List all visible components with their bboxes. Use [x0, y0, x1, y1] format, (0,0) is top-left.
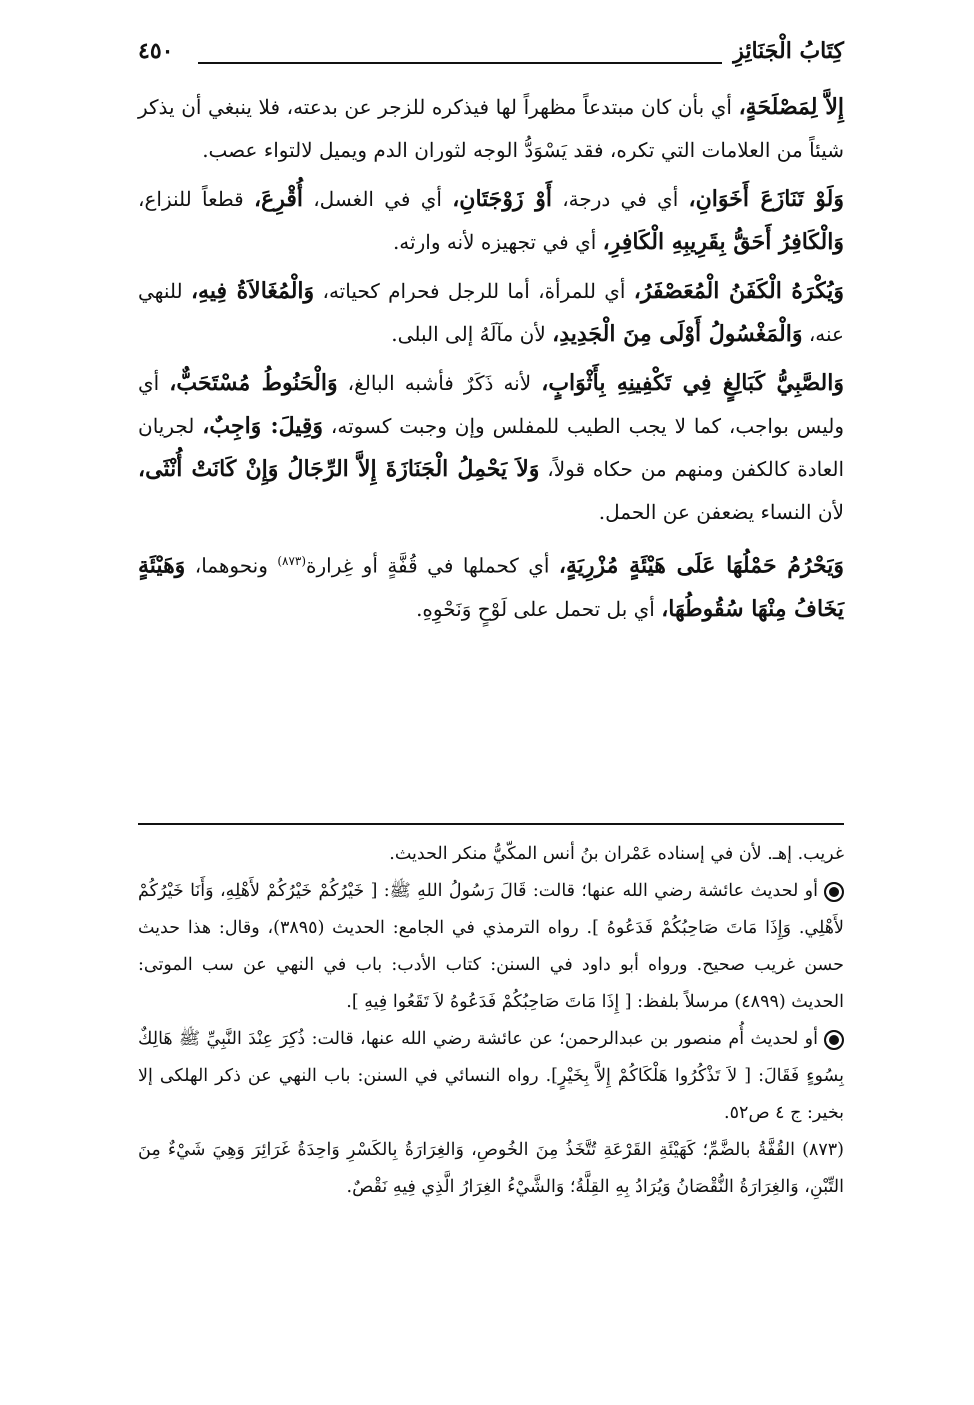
matn-text: وَلَوْ تَنَازَعَ أَخَوَانِ، [688, 186, 844, 212]
footnote [138, 873, 844, 1021]
footnote-text: أو لحديث عائشة رضي الله عنها؛ قالت: قَالَ رَسُولُ اللهِ ﷺ: [ خَيْرُكُمْ خَيْرُكُمْ لأَهْلِهِ، وَأَنَا خَيْرُكُمْ لأَهْلِي. وَإِذَا مَاتَ صَاحِبُكُمْ فَدَعُوهُ ]. رواه الترمذي في الجامع: الحديث (٣٨٩٥)، وقال: هذا حديث حسن غريب صحيح. ورواه أبو داود في السنن: كتاب الأدب: باب في النهي عن سب الموتى: الحديث (٤٨٩٩) مرسلاً بلفظ: [ إِذَا مَاتَ صَاحِبُكُمْ فَدَعُوهُ لاَ تَقَعُوا فِيهِ ]. [138, 881, 844, 1012]
commentary-text: أي في درجة، [551, 187, 689, 211]
commentary-text: للنهي عنه، [138, 279, 844, 346]
chapter-title: كِتَابُ الْجَنَائِزِ [733, 38, 844, 64]
paragraph [138, 270, 844, 356]
bullet-icon [824, 1030, 844, 1050]
matn-text: وَالْمُغَالاَةُ فِيهِ، [190, 278, 315, 304]
footnote-reference[interactable]: (٨٧٣) [277, 554, 307, 568]
commentary-text: أي بأن كان مبتدعاً مظهراً لها فيذكره للزجر عن بدعته، فلا ينبغي أن يذكر شيئاً من العلامات التي تكره، فقد يَسْوَدُّ الوجه لثوران الدم ويميل لالتواء عصب. [138, 95, 844, 162]
footnotes [138, 836, 844, 1206]
matn-text: وَالْكَافِرُ أَحَقُّ بِقَرِيبِهِ الْكَافِرِ، [602, 229, 844, 255]
commentary-text: أي في تجهيزه لأنه وارثه. [392, 230, 603, 254]
matn-text: وَلاَ يَحْمِلُ الْجَنَازَةَ إِلاَّ الرِّجَالُ وَإِنْ كَانَتْ أُنْثَى، [138, 456, 540, 482]
footnote [138, 836, 844, 873]
commentary-text: أي في الغسل، [302, 187, 453, 211]
matn-text: وَقِيلَ: وَاجِبٌ، [202, 413, 324, 439]
paragraph [138, 540, 844, 631]
commentary-text: لأن النساء يضعفن عن الحمل. [598, 500, 844, 524]
footnote [138, 1021, 844, 1132]
commentary-text: ونحوهما، [185, 553, 278, 578]
commentary-text: أي للمرأة، أما للرجل فحرام كحياته، [314, 279, 634, 303]
commentary-text: لأنه ذَكَرٌ فأشبه البالغ، [337, 371, 542, 395]
commentary-text: أي بل تحمل على لَوْحٍ وَنَحْوِهِ. [416, 596, 662, 621]
commentary-text: أي وليس بواجب، كما لا يجب الطيب للمفلس وإن وجبت كسوته، [138, 371, 844, 438]
matn-text: وَالْمَغْسُولُ أَوْلَى مِنَ الْجَدِيدِ، [552, 321, 803, 347]
footnote-separator [138, 823, 844, 825]
commentary-text: قطعاً للنزاع، [138, 187, 254, 211]
main-text [138, 86, 844, 637]
commentary-text: لجريان العادة كالكفن ومنهم من حكاه قولاً، [138, 414, 844, 481]
paragraph [138, 362, 844, 534]
matn-text: وَهَيْئَةٍ يَخَافُ مِنْهَا سُقُوطُهَا، [138, 552, 844, 622]
matn-text: وَالْحَنُوطُ مُسْتَحَبٌّ، [169, 370, 338, 396]
matn-text: أُقْرِعَ، [253, 186, 303, 212]
matn-text: وَالصَّبِيُّ كَبَالِغٍ فِي تَكْفِينِهِ بِأَثْوَابٍ، [541, 370, 844, 396]
matn-text: أَوْ زَوْجَتَانِ، [452, 186, 552, 212]
footnote-text: (٨٧٣) القُفَّةُ بالضَّمِّ؛ كَهَيْئَةِ القَرْعَةِ تُتَّخَذُ مِنَ الخُوصِ، وَالغِرَارَةُ بِالكَسْرِ وَاحِدَةُ غَرَائِرَ وَهِيَ شَيْءٌ مِنَ التِّبْنِ، وَالغِرَارَةُ النُّقْصَانُ وَيُرَادُ بِهِ القِلَّةُ؛ وَالشَّيْءُ الغِرَارُ الَّذِي فِيهِ نَقْصٌ. [138, 1140, 844, 1197]
footnote-text: غريب. إهـ. لأن في إسناده عَمْران بنُ أنس المكّيُّ منكر الحديث. [389, 844, 844, 864]
matn-text: إِلاَّ لِمَصْلَحَةٍ، [738, 94, 844, 120]
commentary-text: أي كحملها في قُفَّةٍ أو غِرارة [306, 553, 559, 578]
matn-text: وَيُكْرَهُ الْكَفَنُ الْمُعَصْفَرُ، [633, 278, 844, 304]
footnote [138, 1132, 844, 1206]
header-rule [198, 62, 722, 64]
commentary-text: لأن مآلَهُ إلى البلى. [391, 322, 553, 346]
page-number: ٤٥٠ [138, 38, 174, 64]
paragraph [138, 86, 844, 172]
matn-text: وَيَحْرُمُ حَمْلُهَا عَلَى هَيْئَةٍ مُزْرِيَةٍ، [558, 552, 844, 579]
running-header [138, 38, 844, 72]
paragraph [138, 178, 844, 264]
footnote-text: أو لحديث أُم منصور بن عبدالرحمن؛ عن عائشة رضي الله عنها، قالت: ذُكِرَ عِنْدَ النَّبِيِّ ﷺ هَالِكٌ بِسُوءٍ فَقَالَ: [ لاَ تَذْكُرُوا هَلْكَاكُمْ إِلاَّ بِخَيْرٍ]. رواه النسائي في السنن: باب النهي عن ذكر الهلكى إلا بخير: ج ٤ ص٥٢. [138, 1029, 844, 1123]
bullet-icon [824, 882, 844, 902]
